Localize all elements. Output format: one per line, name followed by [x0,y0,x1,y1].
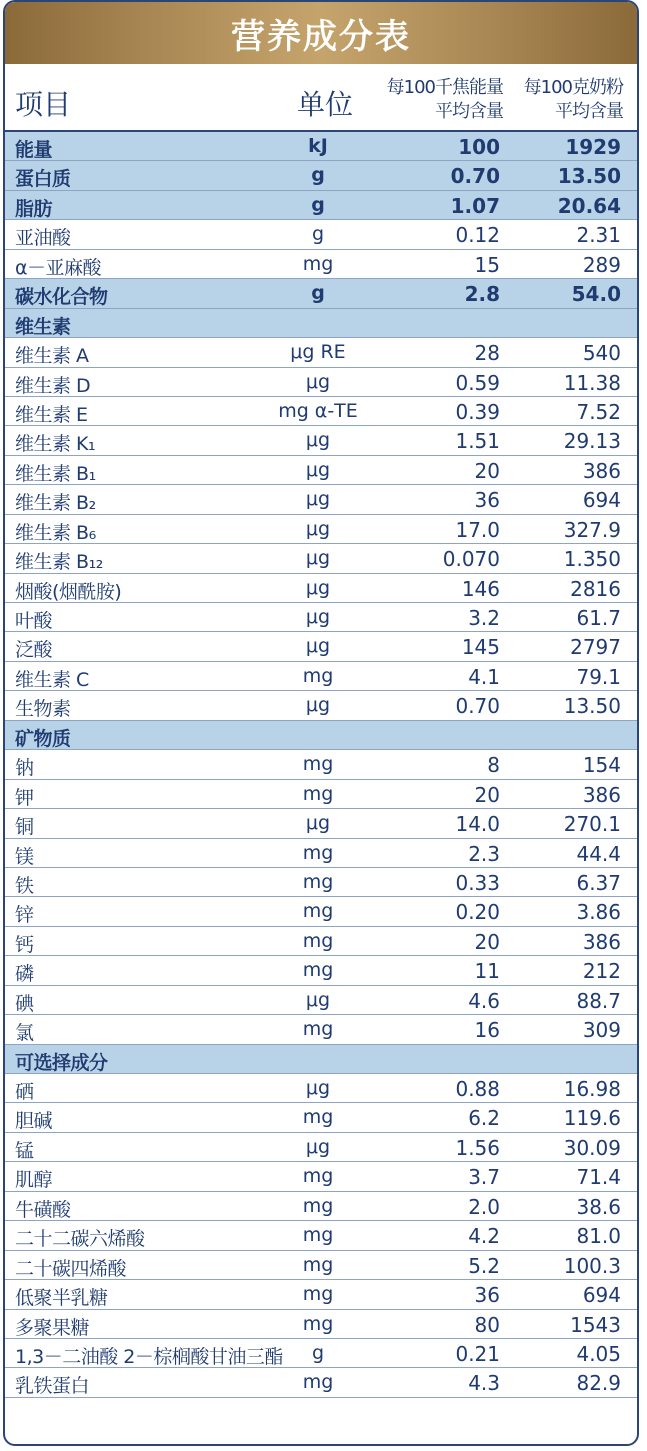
row-per-100kj: 4.6 [468,988,500,1013]
row-per-100kj: 4.1 [468,664,500,689]
row-per-100kj: 4.3 [468,1371,500,1396]
table-row [5,1221,637,1250]
row-per-100g: 154 [582,753,621,778]
row-unit: kJ [308,135,328,157]
row-name: 维生素 E [15,403,88,426]
header-unit: 单位 [297,88,354,121]
table-row [5,632,637,661]
table-row [5,603,637,632]
row-per-100kj: 17.0 [455,517,500,542]
section-row [5,309,637,338]
row-name: 多聚果糖 [15,1316,90,1339]
row-name: 叶酸 [15,610,53,632]
row-per-100g: 82.9 [576,1371,621,1396]
row-per-100g: 2797 [570,635,621,660]
table-row [5,662,637,691]
row-per-100g: 1543 [570,1312,621,1337]
header-per-100kj-line2: 平均含量 [435,101,503,122]
header-per-100kj-line1: 每100千焦能量 [386,77,503,98]
row-per-100g: 88.7 [576,988,621,1013]
row-per-100kj: 0.21 [455,1341,500,1366]
row-per-100g: 119.6 [563,1106,621,1131]
row-per-100g: 2816 [570,576,621,601]
row-per-100g: 212 [582,959,621,984]
table-row [5,1368,637,1397]
row-per-100kj: 100 [458,135,500,159]
table-row [5,485,637,514]
row-unit: mg [302,1018,334,1041]
table-row [5,780,637,809]
header-per-100g-line1: 每100克奶粉 [523,77,623,98]
row-unit: g [311,193,325,216]
table-row [5,220,637,249]
row-unit: mg [302,900,334,923]
row-per-100g: 540 [582,341,621,366]
row-per-100kj: 36 [474,1283,500,1308]
row-name: 硒 [15,1081,34,1103]
row-name: α－亚麻酸 [15,256,102,279]
row-name: 泛酸 [15,639,53,662]
row-per-100g: 20.64 [557,193,621,218]
row-name: 钠 [15,757,34,780]
row-per-100kj: 6.2 [468,1106,500,1131]
row-per-100kj: 1.56 [455,1135,500,1160]
section-row [5,1045,637,1074]
row-unit: μg [305,429,331,452]
row-per-100g: 270.1 [563,812,621,837]
row-name: 钾 [15,786,34,809]
row-per-100g: 386 [582,929,621,954]
table-row [5,426,637,455]
table-row [5,397,637,426]
header-item: 项目 [15,88,72,121]
row-per-100g: 13.50 [563,694,621,719]
table-row [5,750,637,779]
row-unit: μg [305,488,331,511]
row-name: 亚油酸 [15,227,71,250]
table-row [5,839,637,868]
row-name: 烟酸(烟酰胺) [15,580,122,603]
row-name: 矿物质 [15,727,71,750]
table-row [5,1310,637,1339]
table-row [5,544,637,573]
table-row [5,338,637,367]
row-unit: μg [305,812,331,835]
row-per-100kj: 146 [461,576,500,601]
row-per-100g: 79.1 [576,664,621,689]
row-name: 钙 [15,933,34,956]
row-name: 蛋白质 [15,168,71,191]
row-unit: mg [302,1253,334,1276]
row-unit: mg [302,1371,334,1394]
row-unit: g [311,164,325,187]
row-per-100g: 1.350 [563,547,621,572]
row-per-100kj: 5.2 [468,1253,500,1278]
row-per-100g: 29.13 [563,429,621,454]
row-per-100g: 71.4 [576,1165,621,1190]
title-bar [5,2,637,64]
row-name: 磷 [15,963,34,986]
row-name: 碘 [15,992,34,1015]
row-unit: mg [302,1283,334,1306]
row-per-100kj: 11 [474,959,500,984]
row-per-100g: 11.38 [563,370,621,395]
row-unit: mg [302,664,334,687]
row-per-100kj: 3.7 [468,1165,500,1190]
row-name: 牛磺酸 [15,1198,71,1221]
row-name: 维生素 B₁₂ [15,551,103,574]
row-per-100g: 327.9 [563,517,621,542]
row-per-100kj: 0.70 [455,694,500,719]
table-header [5,64,637,132]
row-per-100g: 1929 [565,135,621,159]
row-unit: mg [302,1165,334,1188]
row-per-100kj: 0.39 [455,399,500,424]
row-per-100g: 4.05 [576,1341,621,1366]
row-per-100g: 386 [582,782,621,807]
table-row [5,574,637,603]
row-per-100g: 81.0 [576,1224,621,1249]
row-per-100g: 694 [582,1283,621,1308]
table-row [5,191,637,220]
row-per-100g: 13.50 [557,164,621,189]
row-name: 维生素 B₆ [15,521,96,544]
row-per-100kj: 36 [474,488,500,513]
row-per-100kj: 2.0 [468,1194,500,1219]
row-per-100kj: 1.51 [455,429,500,454]
header-per-100kj [363,76,503,124]
row-unit: μg [305,1135,331,1158]
table-body [5,132,637,1398]
row-per-100kj: 16 [474,1018,500,1043]
row-per-100g: 38.6 [576,1194,621,1219]
row-per-100kj: 15 [474,252,500,277]
row-per-100kj: 8 [487,753,500,778]
row-unit: mg [302,753,334,776]
table-row [5,368,637,397]
table-row [5,956,637,985]
row-per-100kj: 2.3 [468,841,500,866]
table-row [5,1133,637,1162]
row-per-100kj: 0.88 [455,1077,500,1101]
row-name: 1,3－二油酸 2－棕榈酸甘油三酯 [15,1345,283,1368]
row-per-100g: 694 [582,488,621,513]
row-per-100g: 386 [582,458,621,483]
row-unit: mg [302,959,334,982]
row-per-100g: 309 [582,1018,621,1043]
row-per-100kj: 145 [461,635,500,660]
table-row [5,927,637,956]
table-row [5,279,637,308]
row-name: 碳水化合物 [15,286,108,309]
row-per-100kj: 0.20 [455,900,500,925]
row-name: 二十二碳六烯酸 [15,1228,145,1251]
row-per-100g: 7.52 [576,399,621,424]
row-unit: g [311,1341,325,1364]
row-per-100kj: 20 [474,929,500,954]
row-per-100kj: 20 [474,458,500,483]
row-unit: mg [302,252,334,275]
row-per-100g: 54.0 [571,282,621,307]
header-per-100g-line2: 平均含量 [555,101,623,122]
table-row [5,1192,637,1221]
row-name: 维生素 C [15,668,89,691]
row-unit: μg RE [290,341,346,364]
table-row [5,897,637,926]
table-row [5,1074,637,1103]
row-per-100g: 2.31 [576,223,621,248]
row-unit: mg [302,1106,334,1129]
row-unit: mg [302,1224,334,1247]
row-per-100kj: 0.12 [455,223,500,248]
table-row [5,1015,637,1044]
row-per-100kj: 20 [474,782,500,807]
row-unit: μg [305,988,331,1011]
row-name: 铜 [15,816,34,839]
row-per-100g: 100.3 [563,1253,621,1278]
row-unit: mg [302,1312,334,1335]
row-name: 维生素 D [15,374,91,397]
table-row [5,868,637,897]
row-unit: mg [302,870,334,893]
row-per-100kj: 80 [474,1312,500,1337]
row-unit: μg [305,458,331,481]
row-unit: μg [305,517,331,540]
table-row [5,456,637,485]
table-row [5,691,637,720]
nutrition-table-card [3,0,639,1446]
row-unit: μg [305,1077,331,1099]
row-unit: mg [302,841,334,864]
row-name: 可选择成分 [15,1051,108,1074]
row-per-100g: 30.09 [563,1135,621,1160]
header-per-100g [501,76,623,124]
row-unit: mg [302,929,334,952]
row-unit: μg [305,370,331,393]
row-unit: mg α-TE [278,399,358,422]
row-name: 二十碳四烯酸 [15,1257,127,1280]
row-unit: μg [305,547,331,570]
row-name: 铁 [15,874,34,897]
table-row [5,1339,637,1368]
row-name: 维生素 B₂ [15,492,96,515]
row-name: 乳铁蛋白 [15,1375,90,1398]
row-name: 维生素 A [15,345,89,368]
table-row [5,132,637,161]
table-row [5,1280,637,1309]
row-per-100g: 6.37 [576,870,621,895]
table-row [5,1162,637,1191]
row-name: 脂肪 [15,197,53,220]
row-name: 维生素 K₁ [15,433,96,456]
row-name: 胆碱 [15,1110,53,1133]
row-unit: μg [305,606,331,628]
row-unit: mg [302,782,334,805]
table-row [5,1251,637,1280]
row-per-100g: 44.4 [576,841,621,866]
table-row [5,161,637,190]
row-per-100kj: 3.2 [468,606,500,630]
row-unit: μg [305,694,331,717]
row-per-100kj: 0.33 [455,870,500,895]
row-per-100kj: 0.70 [450,164,500,189]
row-name: 维生素 [15,315,71,338]
row-name: 能量 [15,139,53,161]
row-name: 低聚半乳糖 [15,1287,108,1310]
row-unit: μg [305,635,331,658]
table-title: 营养成分表 [231,16,411,57]
row-name: 锌 [15,904,34,927]
row-per-100g: 61.7 [576,606,621,630]
row-per-100g: 289 [582,252,621,277]
row-name: 肌醇 [15,1169,53,1192]
row-per-100kj: 4.2 [468,1224,500,1249]
table-row [5,1103,637,1132]
table-row [5,250,637,279]
row-per-100kj: 1.07 [450,193,500,218]
row-name: 氯 [15,1022,34,1045]
section-row [5,721,637,750]
row-name: 镁 [15,845,34,868]
row-name: 维生素 B₁ [15,462,96,485]
row-unit: μg [305,576,331,599]
table-row [5,986,637,1015]
row-per-100kj: 2.8 [464,282,500,307]
table-row [5,515,637,544]
row-per-100g: 3.86 [576,900,621,925]
table-row [5,809,637,838]
row-per-100kj: 14.0 [455,812,500,837]
row-unit: g [311,223,325,246]
row-unit: g [311,282,325,305]
row-per-100kj: 0.59 [455,370,500,395]
row-per-100g: 16.98 [563,1077,621,1101]
row-unit: mg [302,1194,334,1217]
row-per-100kj: 28 [474,341,500,366]
row-name: 生物素 [15,698,71,721]
row-name: 锰 [15,1139,34,1162]
row-per-100kj: 0.070 [442,547,500,572]
